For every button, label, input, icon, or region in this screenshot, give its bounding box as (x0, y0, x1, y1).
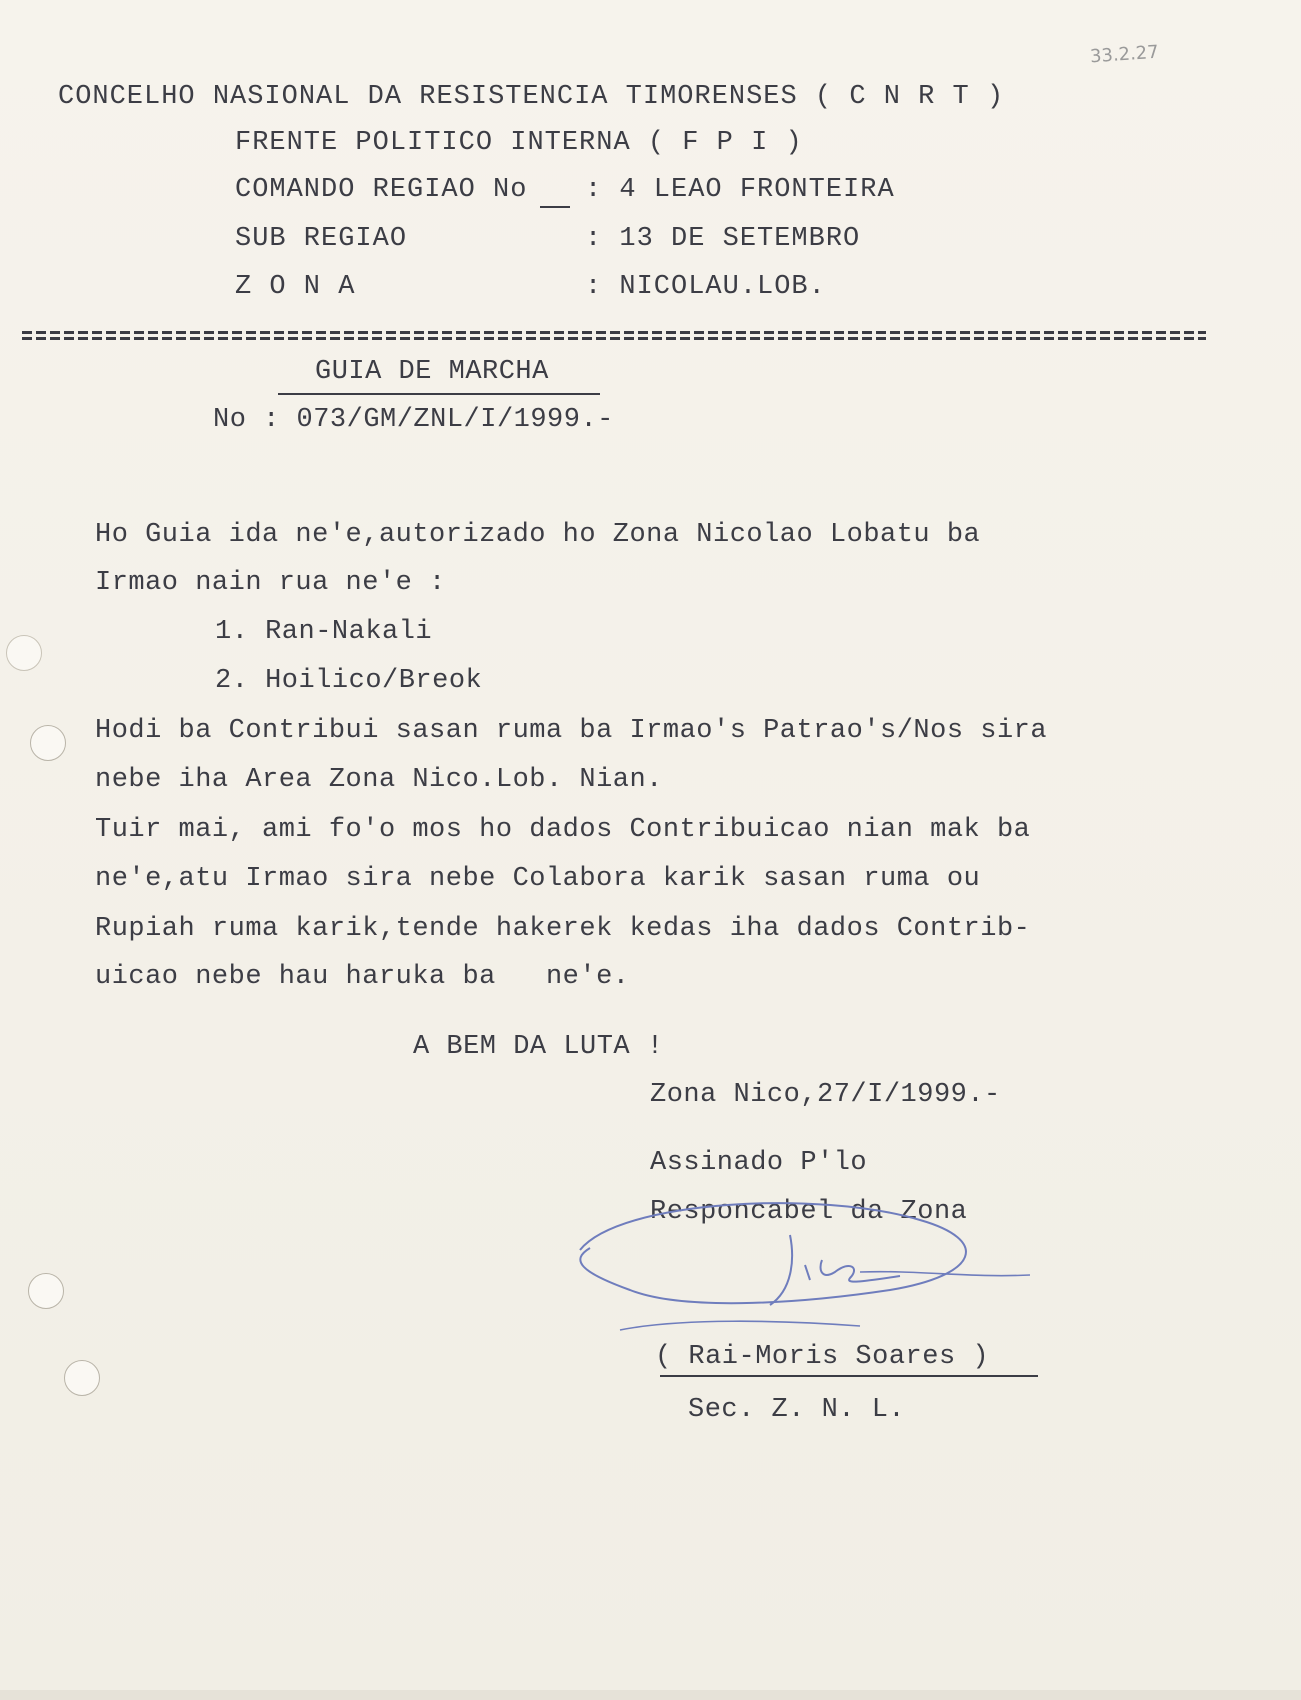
sub-regiao-value: : 13 DE SETEMBRO (585, 224, 861, 254)
signed-by-line: Assinado P'lo (650, 1148, 868, 1178)
document-date: Zona Nico,27/I/1999.- (650, 1080, 1001, 1110)
no-underline (540, 206, 570, 208)
document-title: GUIA DE MARCHA (315, 357, 549, 387)
zona-value: : NICOLAU.LOB. (585, 272, 826, 302)
signatory-name: ( Rai-Moris Soares ) (655, 1342, 990, 1372)
pencil-note: 33.2.27 (1089, 41, 1160, 68)
signatory-underline (660, 1375, 1038, 1377)
body-line: Rupiah ruma karik,tende hakerek kedas iha dados Contrib- (95, 914, 1031, 944)
comando-value: : 4 LEAO FRONTEIRA (585, 175, 895, 205)
separator-line (22, 331, 1206, 345)
binder-hole (6, 635, 42, 671)
list-item: 2. Hoilico/Breok (215, 666, 483, 696)
scan-edge (0, 1690, 1301, 1700)
zona-label: Z O N A (235, 272, 356, 302)
sub-regiao-label: SUB REGIAO (235, 224, 408, 254)
front-title: FRENTE POLITICO INTERNA ( F P I ) (235, 128, 803, 158)
signature-mark (560, 1180, 1060, 1340)
body-line: Tuir mai, ami fo'o mos ho dados Contribuicao nian mak ba (95, 815, 1031, 845)
binder-hole (64, 1360, 100, 1396)
binder-hole (28, 1273, 64, 1309)
body-line: Irmao nain rua ne'e : (95, 568, 446, 598)
title-underline (278, 393, 600, 395)
list-item: 1. Ran-Nakali (215, 617, 433, 647)
closing-salutation: A BEM DA LUTA ! (413, 1032, 664, 1062)
signatory-title: Sec. Z. N. L. (688, 1395, 906, 1425)
body-line: uicao nebe hau haruka ba ne'e. (95, 962, 630, 992)
body-line: nebe iha Area Zona Nico.Lob. Nian. (95, 765, 663, 795)
comando-label: COMANDO REGIAO No (235, 175, 528, 205)
binder-hole (30, 725, 66, 761)
body-line: ne'e,atu Irmao sira nebe Colabora karik sasan ruma ou (95, 864, 981, 894)
body-line: Ho Guia ida ne'e,autorizado ho Zona Nicolao Lobatu ba (95, 520, 981, 550)
org-title: CONCELHO NASIONAL DA RESISTENCIA TIMORENSES ( C N R T ) (58, 82, 1005, 112)
body-line: Hodi ba Contribui sasan ruma ba Irmao's Patrao's/Nos sira (95, 716, 1048, 746)
document-number: No : 073/GM/ZNL/I/1999.- (213, 405, 614, 435)
signed-by-role: Responcabel da Zona (650, 1197, 968, 1227)
